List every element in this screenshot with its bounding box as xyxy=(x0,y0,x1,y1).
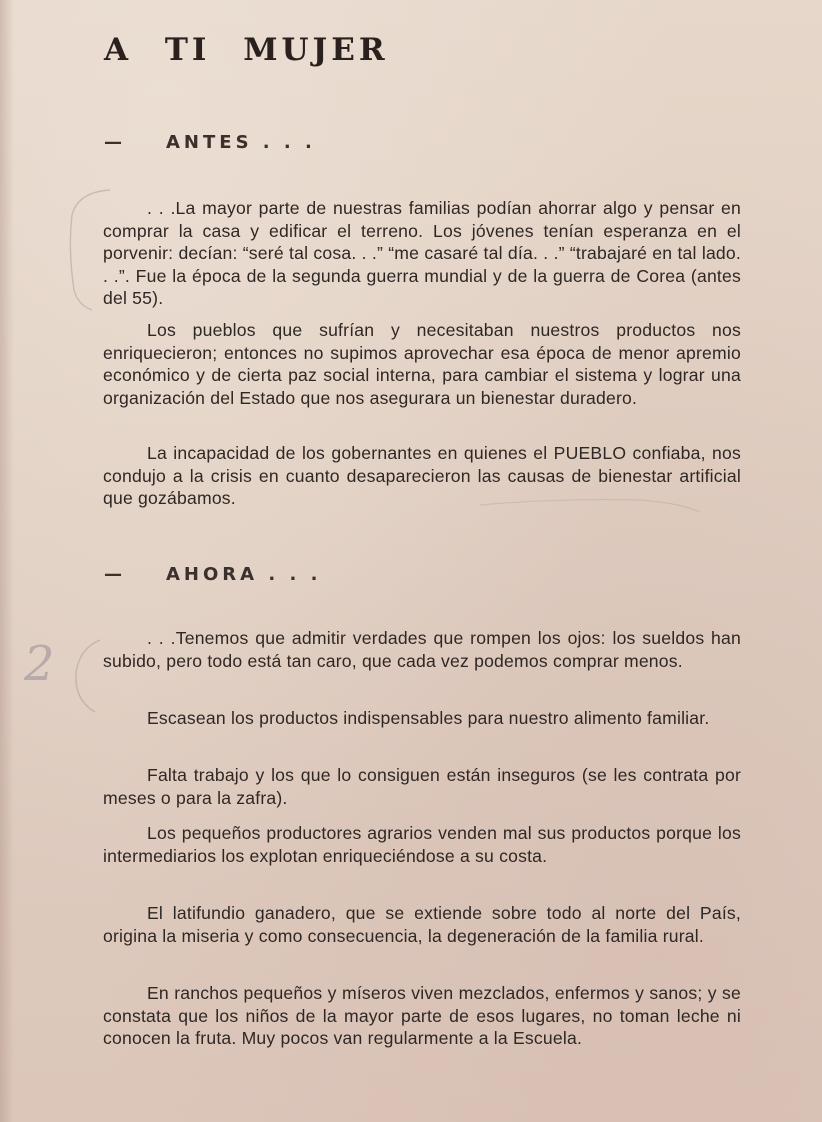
heading-dash: — xyxy=(104,564,126,585)
section-heading-antes xyxy=(104,132,316,153)
paragraph: La incapacidad de los gobernantes en quienes el PUEBLO confiaba, nos condujo a la crisis en cuanto desaparecieron las causas de bienestar artificial que gozábamos. xyxy=(103,443,741,508)
section-heading-text: AHORA . . . xyxy=(166,564,322,585)
paragraph: En ranchos pequeños y míseros viven mezclados, enfermos y sanos; y se constata que los niños de la mayor parte de esos lugares, no toman leche ni conocen la fruta. Muy pocos van regularmente a la Escuela. xyxy=(103,983,741,1048)
page-edge-shadow xyxy=(0,0,14,1122)
paragraph: Escasean los productos indispensables para nuestro alimento familiar. xyxy=(147,708,710,728)
paragraph: Los pequeños productores agrarios venden mal sus productos porque los intermediarios los explotan enriqueciéndose a su costa. xyxy=(103,823,741,866)
heading-dash: — xyxy=(104,132,126,153)
paragraph: . . .Tenemos que admitir verdades que rompen los ojos: los sueldos han subido, pero todo está tan caro, que cada vez podemos comprar menos. xyxy=(103,628,741,671)
paragraph: El latifundio ganadero, que se extiende sobre todo al norte del País, origina la miseria y como consecuencia, la degeneración de la familia rural. xyxy=(103,903,741,946)
paragraph: Falta trabajo y los que lo consiguen están inseguros (se les contrata por meses o para la zafra). xyxy=(103,765,741,808)
document-title: A TI MUJER xyxy=(104,32,389,68)
paragraph: Los pueblos que sufrían y necesitaban nuestros productos nos enriquecieron; entonces no supimos aprovechar esa época de menor apremio económico y de cierta paz social interna, para cambiar el sistema y lograr una organización del Estado que nos asegurara un bienestar duradero. xyxy=(103,320,741,408)
section-heading-ahora xyxy=(104,564,321,585)
section-heading-text: ANTES . . . xyxy=(166,132,316,153)
handwritten-margin-mark: 2 xyxy=(24,636,55,692)
paragraph: . . .La mayor parte de nuestras familias podían ahorrar algo y pensar en comprar la casa y edificar el terreno. Los jóvenes tenían esperanza en el porvenir: decían: “seré tal cosa. . .” “me casaré tal día. . .” “trabajaré en tal lado. . .”. Fue la época de la segunda guerra mundial y de la guerra de Corea (antes del 55). xyxy=(103,198,741,308)
